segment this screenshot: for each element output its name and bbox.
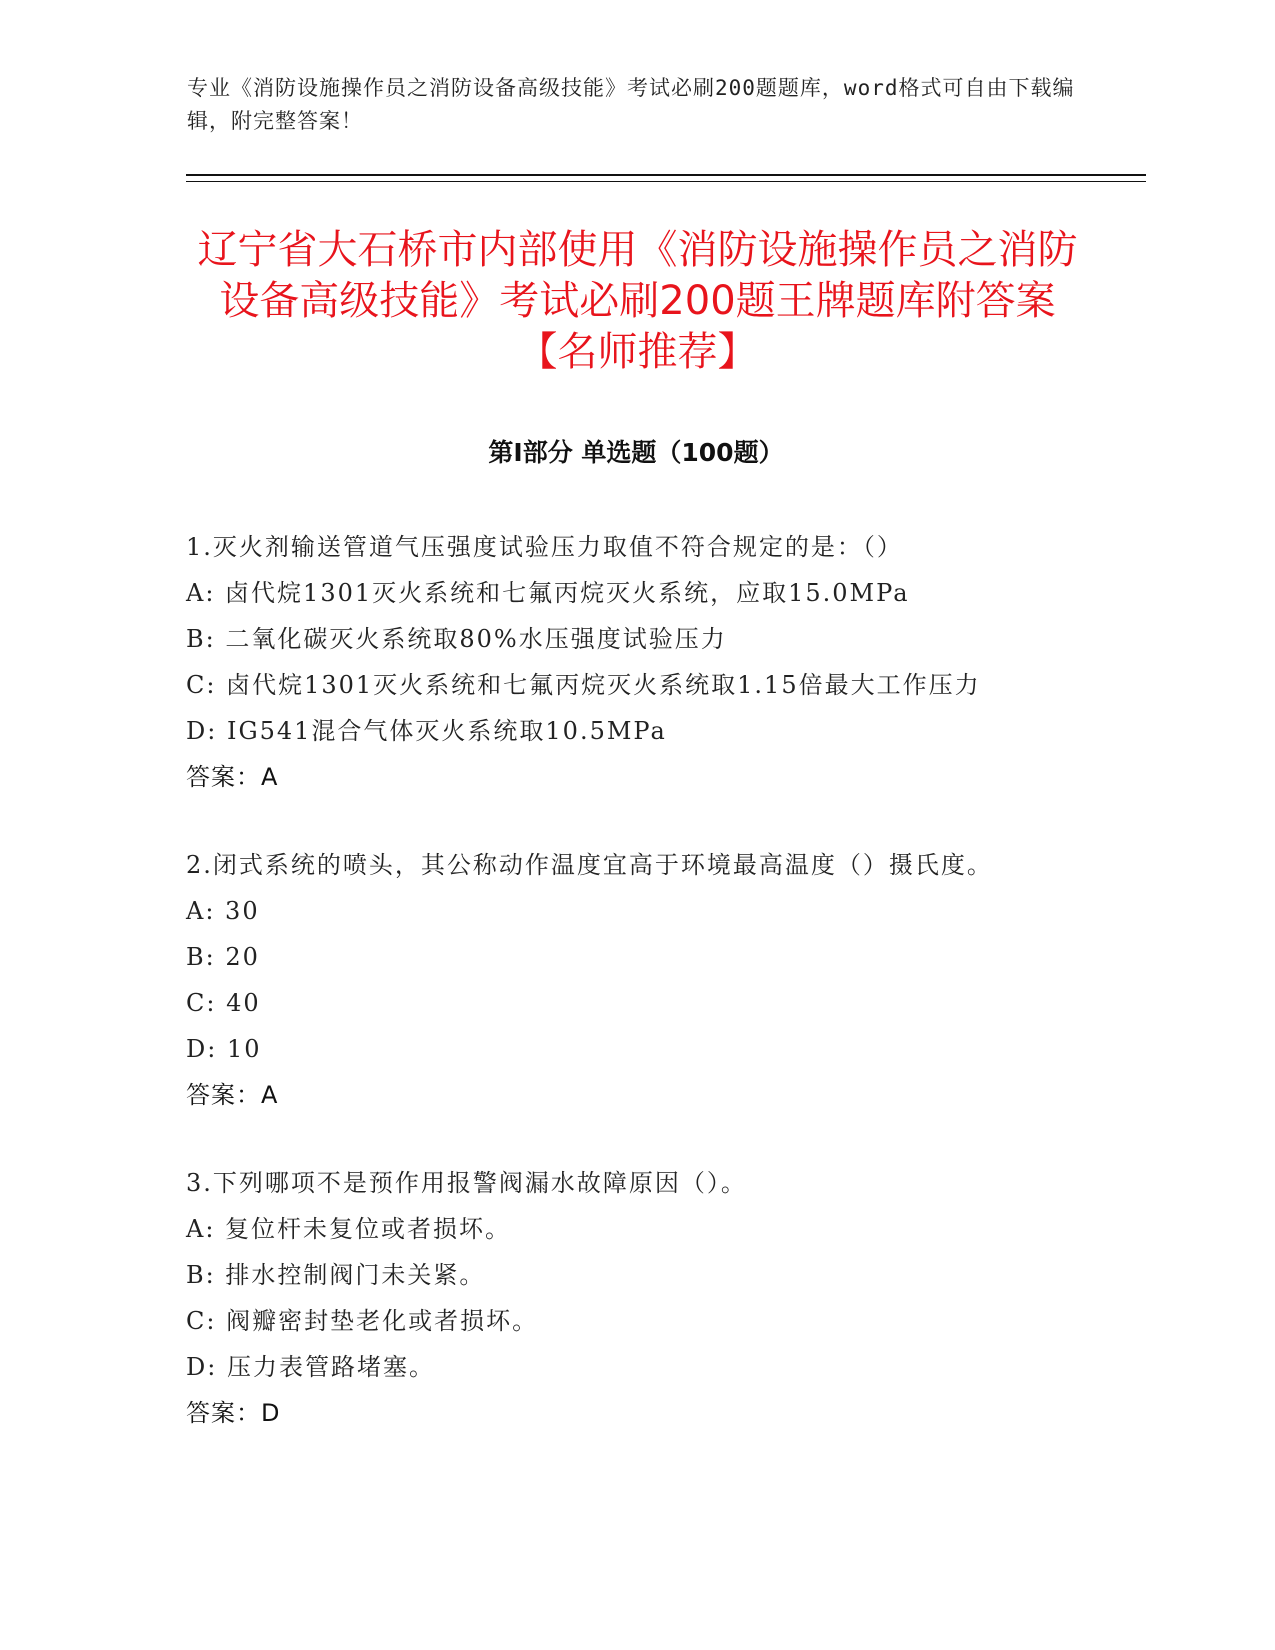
option-a: A: 复位杆未复位或者损坏。	[186, 1215, 512, 1243]
option-d: D: 压力表管路堵塞。	[186, 1353, 435, 1381]
option-c: C: 阀瓣密封垫老化或者损坏。	[186, 1307, 539, 1335]
header-note: 专业《消防设施操作员之消防设备高级技能》考试必刷200题题库，word格式可自由下载编辑，附完整答案！	[187, 76, 1075, 133]
question-stem: 3.下列哪项不是预作用报警阀漏水故障原因（）。	[186, 1169, 747, 1197]
answer: 答案：A	[186, 1081, 279, 1109]
option-d: D: 10	[186, 1035, 262, 1063]
question-stem: 2.闭式系统的喷头，其公称动作温度宜高于环境最高温度（）摄氏度。	[186, 851, 993, 879]
option-c: C: 卤代烷1301灭火系统和七氟丙烷灭火系统取1.15倍最大工作压力	[186, 671, 981, 699]
option-b: B: 排水控制阀门未关紧。	[186, 1261, 486, 1289]
question-3	[186, 1160, 1086, 1436]
question-1	[186, 524, 1086, 800]
header-divider-thin	[186, 181, 1146, 182]
option-b: B: 二氧化碳灭火系统取80%水压强度试验压力	[186, 625, 727, 653]
document-title: 辽宁省大石桥市内部使用《消防设施操作员之消防设备高级技能》考试必刷200题王牌题库附答案【名师推荐】	[197, 227, 1078, 375]
answer: 答案：A	[186, 763, 279, 791]
answer: 答案：D	[186, 1399, 281, 1427]
question-list	[186, 524, 1086, 1478]
section-heading: 第Ⅰ部分 单选题（100题）	[488, 438, 784, 467]
option-b: B: 20	[186, 943, 260, 971]
option-a: A: 卤代烷1301灭火系统和七氟丙烷灭火系统，应取15.0MPa	[186, 579, 910, 607]
header-divider-thick	[186, 174, 1146, 176]
question-stem: 1.灭火剂输送管道气压强度试验压力取值不符合规定的是：（）	[186, 533, 903, 561]
option-c: C: 40	[186, 989, 261, 1017]
option-d: D: IG541混合气体灭火系统取10.5MPa	[186, 717, 667, 745]
option-a: A: 30	[186, 897, 260, 925]
question-2	[186, 842, 1086, 1118]
